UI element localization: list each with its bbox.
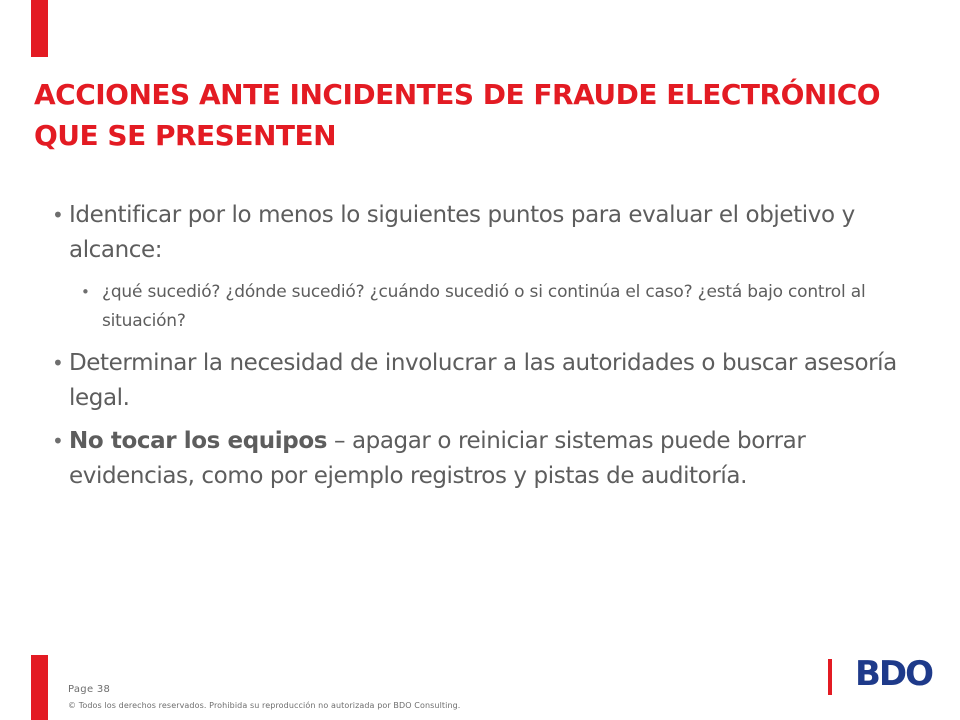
bullet-text: – apagar o reiniciar sistemas puede borrar evidencias, como por ejemplo registros y pistas de auditoría. [69, 428, 806, 489]
accent-bar-bottom [31, 655, 48, 720]
bullet-item [52, 424, 922, 494]
bullet-text: Determinar la necesidad de involucrar a las autoridades o buscar asesoría legal. [69, 350, 897, 411]
accent-bar-top [31, 0, 48, 57]
sub-bullet-list [81, 278, 922, 336]
bdo-logo-bar [828, 659, 832, 695]
slide-content [52, 198, 922, 502]
bullet-emphasis: No tocar los equipos [69, 428, 328, 454]
bdo-logo-text: BDO [854, 654, 932, 694]
bullet-text: Identificar por lo menos lo siguientes puntos para evaluar el objetivo y alcance: [69, 202, 855, 263]
slide-title: ACCIONES ANTE INCIDENTES DE FRAUDE ELECTRÓNICO QUE SE PRESENTEN [34, 78, 881, 152]
bullet-item [52, 346, 922, 416]
sub-bullet-item: • ¿qué sucedió? ¿dónde sucedió? ¿cuándo sucedió o si continúa el caso? ¿está bajo control al situación? [81, 278, 922, 336]
copyright-notice: © Todos los derechos reservados. Prohibida su reproducción no autorizada por BDO Consulting. [68, 701, 461, 710]
bullet-item [52, 198, 922, 336]
bdo-logo [826, 656, 932, 696]
page-number: Page 38 [68, 684, 111, 695]
